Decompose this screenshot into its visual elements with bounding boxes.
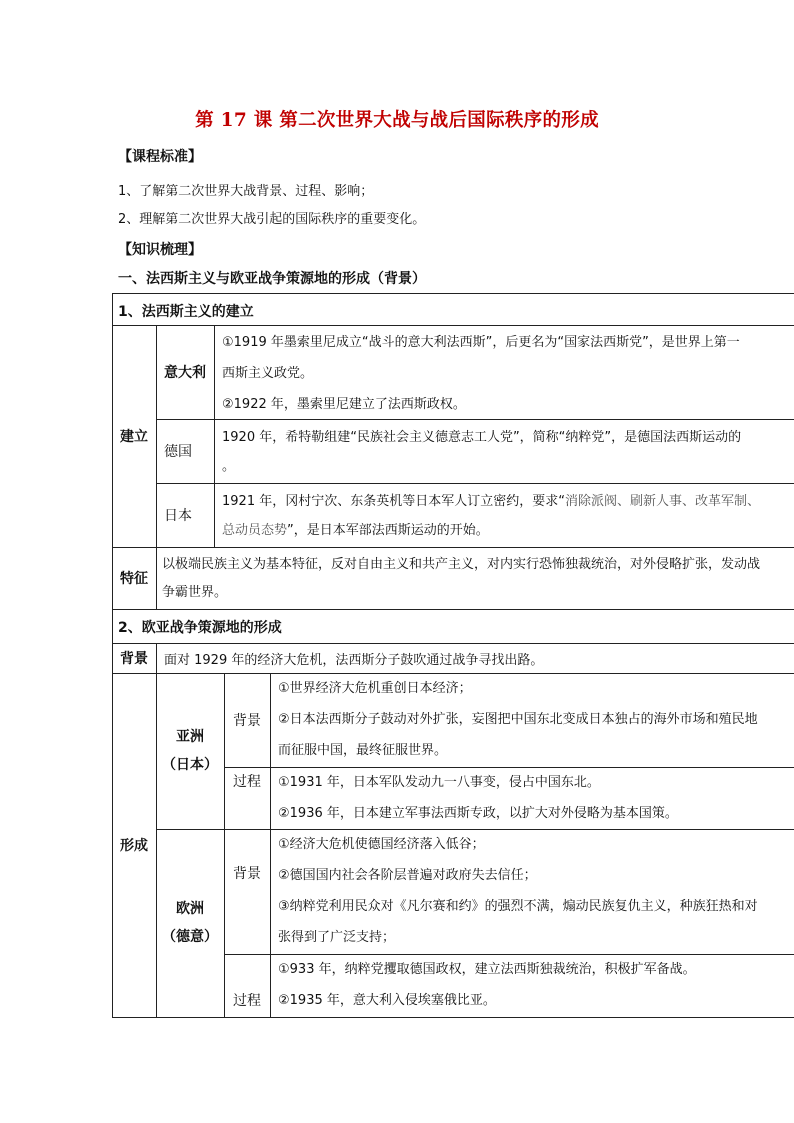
asia-proc-content [270, 767, 794, 829]
asia-bg-line-1: ①世界经济大危机重创日本经济； [278, 681, 472, 696]
asia-label-line-1: 亚洲 [176, 729, 204, 745]
italy-label: 意大利 [164, 365, 206, 381]
europe-bg-line-4: 张得到了广泛支持； [278, 930, 396, 945]
italy-line-2: 西斯主义政党。 [222, 366, 314, 381]
europe-proc-line-2: ②1935 年，意大利入侵埃塞俄比亚。 [278, 993, 496, 1008]
page-title: 第 17 课 第二次世界大战与战后国际秩序的形成 [195, 110, 599, 131]
japan-line-2 [222, 516, 794, 545]
italy-line-3: ②1922 年，墨索里尼建立了法西斯政权。 [222, 397, 466, 412]
asia-proc-line-1: ①1931 年，日本军队发动九一八事变，侵占中国东北。 [278, 775, 600, 790]
part2-heading: 2、欧亚战争策源地的形成 [118, 620, 282, 636]
features-line-2: 争霸世界。 [162, 585, 228, 600]
europe-label-line-2: （德意） [162, 929, 218, 945]
europe-proc-line-1: ①933 年，纳粹党攫取德国政权，建立法西斯独裁统治，积极扩军备战。 [278, 962, 696, 977]
italy-line-1: ①1919 年墨索里尼成立“战斗的意大利法西斯”，后更名为“国家法西斯党”，是世界上第一 [222, 335, 740, 350]
standards-heading: 【课程标准】 [118, 149, 202, 165]
germany-line-1: 1920 年，希特勒组建“民族社会主义德意志工人党”，简称“纳粹党”，是德国法西斯运动的 [222, 430, 742, 445]
japan-line-1 [222, 487, 794, 516]
standard-item-2: 2、理解第二次世界大战引起的国际秩序的重要变化。 [118, 212, 426, 227]
section1-heading: 一、法西斯主义与欧亚战争策源地的形成（背景） [118, 271, 426, 287]
background-content: 面对 1929 年的经济大危机，法西斯分子鼓吹通过战争寻找出路。 [164, 653, 544, 668]
europe-bg-line-2: ②德国国内社会各阶层普遍对政府失去信任； [278, 868, 537, 883]
asia-label-line-2: （日本） [162, 757, 218, 773]
asia-bg-content [270, 673, 794, 767]
europe-label-line-1: 欧洲 [176, 901, 204, 917]
germany-content [214, 419, 794, 483]
features-label: 特征 [120, 571, 148, 587]
europe-proc-content [270, 954, 794, 1017]
part1-heading: 1、法西斯主义的建立 [118, 304, 254, 320]
features-content [156, 547, 794, 609]
features-line-1: 以极端民族主义为基本特征，反对自由主义和共产主义，对内实行恐怖独裁统治，对外侵略扩张，发动战 [162, 557, 761, 572]
japan-line-2-quote: 总动员态势 [222, 523, 288, 538]
germany-label: 德国 [164, 444, 192, 460]
japan-content [214, 483, 794, 547]
italy-content [214, 325, 794, 419]
europe-bg-content [270, 829, 794, 954]
japan-line-1-quote: 消除派阀、刷新人事、改革军制、 [564, 494, 760, 509]
establish-label: 建立 [120, 429, 148, 445]
standard-item-1: 1、了解第二次世界大战背景、过程、影响； [118, 184, 374, 199]
europe-proc-label: 过程 [233, 993, 261, 1009]
background-label: 背景 [120, 651, 148, 667]
knowledge-heading: 【知识梳理】 [118, 242, 202, 258]
europe-label [156, 829, 224, 1017]
europe-bg-line-1: ①经济大危机使德国经济落入低谷； [278, 837, 485, 852]
asia-proc-line-2: ②1936 年，日本建立军事法西斯专政，以扩大对外侵略为基本国策。 [278, 806, 678, 821]
knowledge-table [112, 293, 794, 1018]
asia-label [156, 673, 224, 829]
japan-line-2-text: ”，是日本军部法西斯运动的开始。 [287, 523, 489, 538]
asia-proc-label: 过程 [233, 774, 261, 790]
table-border-bottom [112, 1017, 794, 1018]
formation-label: 形成 [120, 838, 148, 854]
asia-bg-line-2: ②日本法西斯分子鼓动对外扩张，妄图把中国东北变成日本独占的海外市场和殖民地 [278, 712, 758, 727]
japan-label: 日本 [164, 508, 192, 524]
europe-bg-label: 背景 [233, 866, 261, 882]
germany-line-2: 。 [222, 459, 236, 474]
japan-line-1-text: 1921 年，冈村宁次、东条英机等日本军人订立密约，要求“ [222, 494, 565, 509]
europe-bg-line-3: ③纳粹党利用民众对《凡尔赛和约》的强烈不满，煽动民族复仇主义，种族狂热和对 [278, 899, 758, 914]
asia-bg-line-3: 而征服中国，最终征服世界。 [278, 743, 448, 758]
asia-bg-label: 背景 [233, 713, 261, 729]
